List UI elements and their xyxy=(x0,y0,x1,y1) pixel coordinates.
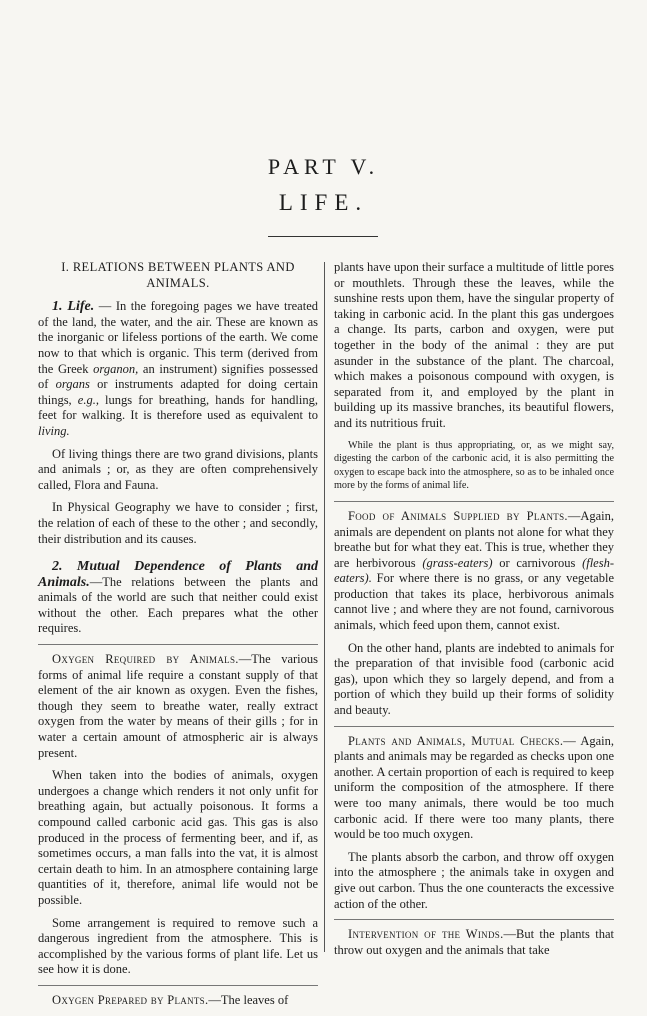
paragraph-winds xyxy=(334,927,614,958)
paragraph-separator xyxy=(334,501,614,502)
text-span: — In the foregoing pages we have treated of the land, the water, and the air. These are known as the inorganic or lifeless portions of the earth. We come now to that which is organic. This term (derived from the Greek xyxy=(38,299,318,376)
italic-term: organon, xyxy=(93,361,139,376)
subheading-oxygen-required: Oxygen Required by Animals. xyxy=(52,652,239,667)
subheading-food: Food of Animals Supplied by Plants. xyxy=(348,508,568,523)
footnote-digesting-carbon: While the plant is thus appropriating, or, as we might say, digesting the carbon of the carbonic acid, it is also permitting the oxygen to escape back into the atmosphere, so as to be inhaled once more by the forms of animal life. xyxy=(334,439,614,492)
part-title: PART V. xyxy=(267,154,380,179)
column-divider xyxy=(324,262,325,952)
heading-life: 1. Life. xyxy=(52,299,95,315)
paragraph-separator xyxy=(334,726,614,727)
italic-term: (grass-eaters) xyxy=(422,555,493,570)
paragraph-arrangement: Some arrangement is required to remove such a dangerous ingredient from the atmosphere. This is accomplished by the various forms of plant life. Let us see how it is done. xyxy=(38,915,318,977)
section-heading: I. RELATIONS BETWEEN PLANTS AND ANIMALS. xyxy=(61,260,295,290)
subheading-mutual-checks: Plants and Animals, Mutual Checks. xyxy=(348,733,564,748)
italic-term: (flesh-eaters). xyxy=(334,555,614,586)
paragraph-life xyxy=(38,299,318,439)
text-span: —But the plants that throw out oxygen and the animals that take xyxy=(334,927,614,957)
italic-term: living. xyxy=(38,423,70,438)
title-rule xyxy=(268,236,378,237)
text-span: —The various forms of animal life require a constant supply of that element of the air known as oxygen. Even the fishes, though they seem to breathe water, really extract oxygen from the water by means of their gills ; for in water a certain amount of atmospheric air is always present. xyxy=(38,652,319,760)
paragraph-absorb-carbon: The plants absorb the carbon, and throw off oxygen into the atmosphere ; the animals take in oxygen and give out carbon. Thus the one counteracts the excessive action of the other. xyxy=(334,849,614,911)
paragraph-oxygen-required xyxy=(38,652,318,761)
paragraph-mutual-dependence xyxy=(38,559,318,637)
heading-mutual-dependence: 2. Mutual Dependence of Plants and Animals. xyxy=(38,559,318,590)
italic-term: e.g., xyxy=(77,392,99,407)
paragraph-plants-indebted: On the other hand, plants are indebted to animals for the preparation of that invisible food (carbonic acid gas), upon which they so largely depend, and from a portion of which they build up their forms of solidity and beauty. xyxy=(334,640,614,718)
text-span: lungs for breathing, hands for handling, feet for walking. It is therefore used as equivalent to xyxy=(38,392,318,423)
paragraph-food xyxy=(334,509,614,634)
paragraph-physical-geography: In Physical Geography we have to consider ; first, the relation of each of these to the other ; and secondly, their distribution and its causes. xyxy=(38,500,318,546)
text-span: —Again, animals are dependent on plants not alone for what they breathe but for what they eat. This is true, whether they are herbivorous xyxy=(334,508,614,570)
italic-term: organs xyxy=(55,377,90,392)
paragraph-oxygen-change: When taken into the bodies of animals, oxygen undergoes a change which renders it not only unfit for breathing again, but actually poisonous. It forms a compound called carbonic acid gas. This gas is also produced in the process of fermenting beer, and if, as sometimes occurs, a man falls into the vat, it is almost certain death to him. In an atmosphere containing large quantities of it, therefore, animal life would not be possible. xyxy=(38,768,318,907)
paragraph-divisions: Of living things there are two grand divisions, plants and animals ; or, as they are often comprehensively called, Flora and Fauna. xyxy=(38,446,318,492)
text-span: or instruments adapted for doing certain things, xyxy=(38,377,318,407)
left-column xyxy=(38,260,318,1016)
chapter-title: LIFE. xyxy=(278,190,369,215)
text-span: —The relations between the plants and animals of the world are such that neither could exist without the other. Each prepares what the other requires. xyxy=(38,574,318,636)
right-column xyxy=(334,260,614,965)
paragraph-separator xyxy=(38,985,318,986)
paragraph-oxygen-prepared xyxy=(38,993,318,1009)
text-span: — Again, plants and animals may be regarded as checks upon one another. A certain proportion of each is required to keep uniform the composition of the atmosphere. If there were too many animals, there would be too much carbonic acid. If there were too many plants, there would be too much oxygen. xyxy=(334,733,614,842)
text-span: an instrument) signifies possessed of xyxy=(38,361,319,392)
text-span: —The leaves of xyxy=(208,992,289,1007)
subheading-winds: Intervention of the Winds. xyxy=(348,927,504,942)
paragraph-separator xyxy=(334,919,614,920)
paragraph-mutual-checks xyxy=(334,734,614,843)
paragraph-leaves-continued: plants have upon their surface a multitude of little pores or mouthlets. Through these the leaves, while the sunshine rests upon them, have the singular property of taking in carbonic acid. In the plant this gas undergoes a change. Its parts, carbon and oxygen, were put together in the body of the animal : they are put asunder in the substance of the plant. The charcoal, which makes a poisonous compound with oxygen, is separated from it, and employed by the plant in building up its massive branches, its beautiful flowers, and its nutritious fruit. xyxy=(334,260,614,430)
text-span: For where there is no grass, or any vegetable production that takes its place, herbivorous animals cannot live ; and where they are not found, carnivorous animals, which feed upon them, cannot exist. xyxy=(334,571,614,633)
paragraph-separator xyxy=(38,644,318,645)
subheading-oxygen-prepared: Oxygen Prepared by Plants. xyxy=(52,992,209,1007)
text-span: or carnivorous xyxy=(499,555,576,570)
